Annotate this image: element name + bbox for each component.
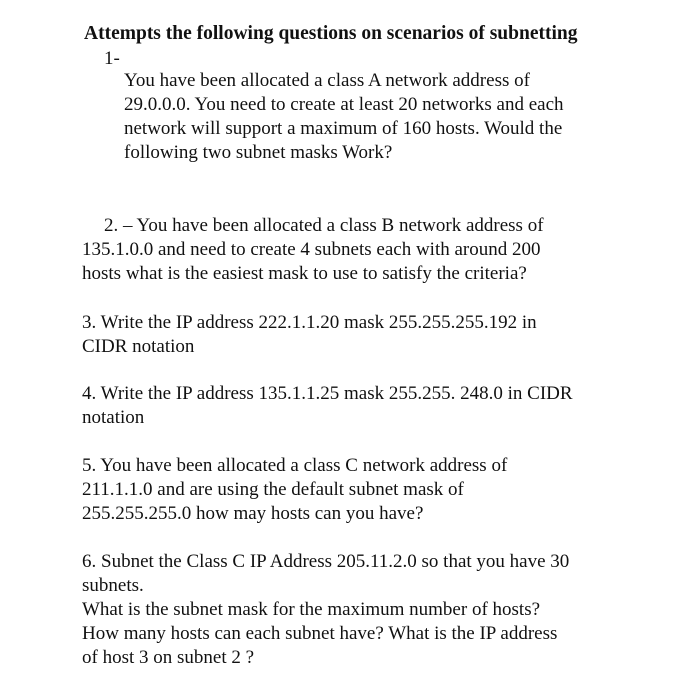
question-3-line: CIDR notation xyxy=(82,336,195,357)
question-5-line: 5. You have been allocated a class C network address of xyxy=(82,455,508,476)
question-2 xyxy=(82,214,642,286)
question-1-line: You have been allocated a class A network address of xyxy=(124,70,530,91)
question-4-line: notation xyxy=(82,407,145,428)
question-4-line: 4. Write the IP address 135.1.1.25 mask 255.255. 248.0 in CIDR xyxy=(82,383,573,404)
question-1 xyxy=(124,69,624,165)
question-2-line: 135.1.0.0 and need to create 4 subnets each with around 200 xyxy=(82,239,541,260)
question-6-line: How many hosts can each subnet have? What is the IP address xyxy=(82,623,558,644)
question-5-line: 255.255.255.0 how may hosts can you have? xyxy=(82,503,424,524)
question-2-line: hosts what is the easiest mask to use to satisfy the criteria? xyxy=(82,263,527,284)
question-5 xyxy=(82,454,642,526)
question-5-line: 211.1.1.0 and are using the default subnet mask of xyxy=(82,479,464,500)
question-1-line: network will support a maximum of 160 hosts. Would the xyxy=(124,118,563,139)
question-1-number: 1- xyxy=(104,48,120,69)
question-6-line: of host 3 on subnet 2 ? xyxy=(82,647,255,668)
question-4 xyxy=(82,382,642,430)
question-6-line: 6. Subnet the Class C IP Address 205.11.2.0 so that you have 30 xyxy=(82,551,570,572)
question-3 xyxy=(82,311,642,359)
question-6 xyxy=(82,550,642,670)
question-3-line: 3. Write the IP address 222.1.1.20 mask 255.255.255.192 in xyxy=(82,312,537,333)
document-title: Attempts the following questions on scenarios of subnetting xyxy=(84,23,578,44)
question-6-line: subnets. xyxy=(82,575,144,596)
question-2-line: 2. – You have been allocated a class B network address of xyxy=(104,215,544,236)
question-1-line: following two subnet masks Work? xyxy=(124,142,393,163)
question-1-line: 29.0.0.0. You need to create at least 20 networks and each xyxy=(124,94,564,115)
question-6-line: What is the subnet mask for the maximum number of hosts? xyxy=(82,599,541,620)
